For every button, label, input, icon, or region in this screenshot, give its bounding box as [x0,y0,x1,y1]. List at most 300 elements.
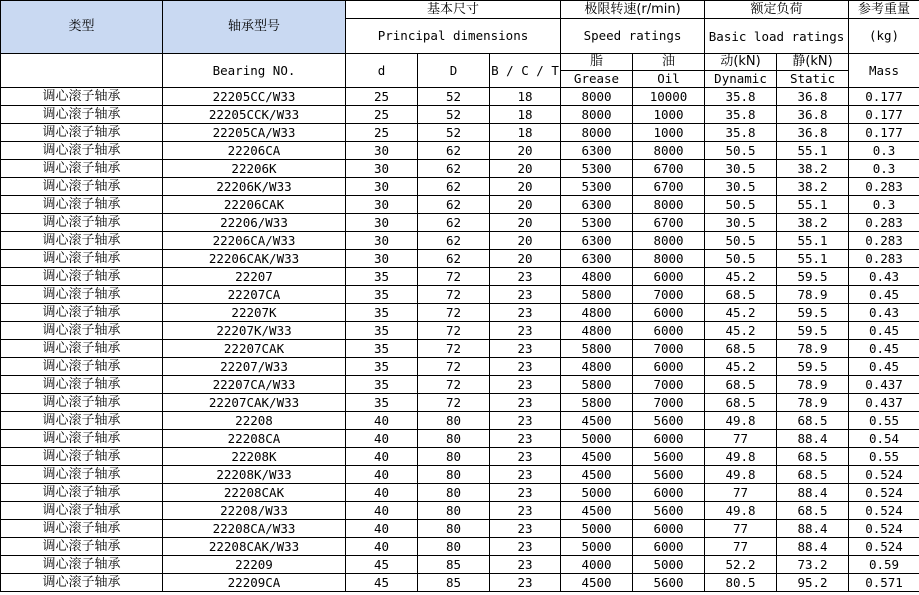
cell-mass: 0.45 [849,358,919,376]
cell-grease: 4800 [561,268,633,286]
cell-d: 30 [346,232,418,250]
col-header-bearing-no: Bearing NO. [163,54,346,88]
cell-type: 调心滚子轴承 [1,196,163,214]
col-header-basic-dims: 基本尺寸 [346,1,561,19]
table-body [1,88,919,592]
cell-mass: 0.3 [849,160,919,178]
cell-d: 45 [346,556,418,574]
col-header-model: 轴承型号 [163,1,346,54]
cell-oil: 6000 [633,304,705,322]
cell-model: 22207K/W33 [163,322,346,340]
cell-dynamic: 45.2 [705,268,777,286]
cell-D: 62 [418,142,490,160]
cell-type: 调心滚子轴承 [1,124,163,142]
cell-dynamic: 77 [705,520,777,538]
cell-mass: 0.283 [849,250,919,268]
cell-static: 95.2 [777,574,849,592]
cell-d: 35 [346,376,418,394]
cell-static: 68.5 [777,412,849,430]
cell-D: 62 [418,160,490,178]
cell-mass: 0.59 [849,556,919,574]
cell-static: 88.4 [777,430,849,448]
cell-oil: 8000 [633,142,705,160]
table-row [1,88,919,106]
table-row [1,358,919,376]
cell-model: 22208K/W33 [163,466,346,484]
cell-grease: 6300 [561,232,633,250]
cell-dynamic: 77 [705,538,777,556]
cell-grease: 4500 [561,448,633,466]
cell-d: 35 [346,358,418,376]
cell-type: 调心滚子轴承 [1,538,163,556]
col-header-mass: Mass [849,54,919,88]
cell-grease: 8000 [561,124,633,142]
cell-bct: 20 [490,232,561,250]
cell-bct: 23 [490,376,561,394]
cell-model: 22206CA/W33 [163,232,346,250]
cell-type: 调心滚子轴承 [1,376,163,394]
cell-oil: 8000 [633,196,705,214]
col-header-oil: Oil [633,71,705,88]
cell-dynamic: 45.2 [705,322,777,340]
cell-grease: 5300 [561,214,633,232]
cell-bct: 23 [490,520,561,538]
cell-D: 62 [418,196,490,214]
cell-d: 30 [346,160,418,178]
cell-d: 40 [346,520,418,538]
cell-oil: 6700 [633,214,705,232]
cell-model: 22208CA/W33 [163,520,346,538]
cell-d: 40 [346,502,418,520]
cell-dynamic: 68.5 [705,286,777,304]
cell-grease: 4000 [561,556,633,574]
cell-dynamic: 49.8 [705,502,777,520]
col-header-load: 额定负荷 [705,1,849,19]
table-row [1,556,919,574]
table-row [1,268,919,286]
col-header-D: D [418,54,490,88]
table-row [1,304,919,322]
cell-model: 22208CAK [163,484,346,502]
cell-mass: 0.437 [849,376,919,394]
cell-grease: 5000 [561,484,633,502]
cell-oil: 6000 [633,538,705,556]
cell-type: 调心滚子轴承 [1,142,163,160]
cell-oil: 8000 [633,232,705,250]
cell-bct: 20 [490,160,561,178]
cell-mass: 0.45 [849,340,919,358]
cell-D: 80 [418,538,490,556]
table-row [1,376,919,394]
cell-type: 调心滚子轴承 [1,394,163,412]
cell-bct: 23 [490,448,561,466]
cell-D: 72 [418,376,490,394]
cell-model: 22208CAK/W33 [163,538,346,556]
col-header-bct: B / C / T [490,54,561,88]
cell-model: 22207CAK [163,340,346,358]
cell-model: 22208K [163,448,346,466]
cell-type: 调心滚子轴承 [1,88,163,106]
cell-static: 78.9 [777,394,849,412]
cell-grease: 4500 [561,412,633,430]
cell-mass: 0.524 [849,484,919,502]
cell-bct: 23 [490,430,561,448]
cell-static: 36.8 [777,106,849,124]
cell-bct: 23 [490,484,561,502]
cell-dynamic: 45.2 [705,358,777,376]
cell-type: 调心滚子轴承 [1,214,163,232]
col-header-limit-speed: 极限转速(r/min) [561,1,705,19]
cell-model: 22207CA/W33 [163,376,346,394]
cell-D: 72 [418,322,490,340]
table-row [1,394,919,412]
cell-d: 35 [346,322,418,340]
col-header-ref-weight: 参考重量 [849,1,919,19]
cell-model: 22207/W33 [163,358,346,376]
cell-D: 80 [418,412,490,430]
cell-type: 调心滚子轴承 [1,304,163,322]
cell-mass: 0.177 [849,124,919,142]
cell-static: 55.1 [777,142,849,160]
cell-d: 30 [346,178,418,196]
cell-bct: 23 [490,358,561,376]
col-header-static: Static [777,71,849,88]
cell-type: 调心滚子轴承 [1,574,163,592]
cell-d: 40 [346,412,418,430]
cell-grease: 8000 [561,106,633,124]
cell-model: 22209 [163,556,346,574]
cell-type: 调心滚子轴承 [1,340,163,358]
cell-d: 30 [346,142,418,160]
cell-model: 22207 [163,268,346,286]
cell-oil: 5600 [633,412,705,430]
cell-D: 72 [418,340,490,358]
cell-bct: 23 [490,268,561,286]
table-row [1,160,919,178]
col-header-speed-ratings: Speed ratings [561,19,705,54]
cell-type: 调心滚子轴承 [1,106,163,124]
cell-D: 72 [418,394,490,412]
cell-dynamic: 30.5 [705,160,777,178]
cell-bct: 20 [490,250,561,268]
table-row [1,466,919,484]
cell-d: 45 [346,574,418,592]
table-row [1,322,919,340]
cell-grease: 4500 [561,574,633,592]
cell-grease: 4800 [561,358,633,376]
cell-model: 22206CAK/W33 [163,250,346,268]
table-row [1,286,919,304]
cell-D: 80 [418,520,490,538]
cell-dynamic: 77 [705,484,777,502]
cell-oil: 6000 [633,268,705,286]
cell-static: 59.5 [777,268,849,286]
col-header-grease: Grease [561,71,633,88]
cell-model: 22206CAK [163,196,346,214]
cell-dynamic: 35.8 [705,106,777,124]
table-row [1,448,919,466]
cell-type: 调心滚子轴承 [1,268,163,286]
cell-type: 调心滚子轴承 [1,520,163,538]
cell-D: 80 [418,448,490,466]
cell-type: 调心滚子轴承 [1,412,163,430]
cell-d: 40 [346,466,418,484]
cell-mass: 0.54 [849,430,919,448]
table-row [1,142,919,160]
cell-mass: 0.55 [849,448,919,466]
cell-grease: 4500 [561,502,633,520]
cell-mass: 0.571 [849,574,919,592]
table-row [1,574,919,592]
cell-D: 52 [418,88,490,106]
cell-type: 调心滚子轴承 [1,232,163,250]
cell-grease: 4800 [561,322,633,340]
cell-oil: 7000 [633,394,705,412]
cell-bct: 23 [490,304,561,322]
cell-D: 72 [418,286,490,304]
cell-type: 调心滚子轴承 [1,178,163,196]
table-row [1,232,919,250]
cell-oil: 6000 [633,520,705,538]
cell-oil: 10000 [633,88,705,106]
col-header-oil-cn: 油 [633,54,705,71]
cell-grease: 6300 [561,250,633,268]
cell-D: 72 [418,268,490,286]
cell-oil: 1000 [633,106,705,124]
cell-mass: 0.45 [849,322,919,340]
cell-bct: 23 [490,286,561,304]
cell-static: 59.5 [777,322,849,340]
cell-oil: 6000 [633,322,705,340]
cell-oil: 1000 [633,124,705,142]
cell-grease: 5800 [561,376,633,394]
cell-D: 85 [418,556,490,574]
cell-dynamic: 49.8 [705,412,777,430]
table-row [1,340,919,358]
cell-static: 68.5 [777,448,849,466]
cell-grease: 4500 [561,466,633,484]
cell-static: 78.9 [777,286,849,304]
cell-D: 85 [418,574,490,592]
cell-bct: 23 [490,340,561,358]
cell-mass: 0.283 [849,232,919,250]
cell-oil: 5600 [633,448,705,466]
cell-D: 72 [418,304,490,322]
cell-dynamic: 52.2 [705,556,777,574]
cell-model: 22207CAK/W33 [163,394,346,412]
cell-dynamic: 49.8 [705,448,777,466]
cell-grease: 6300 [561,142,633,160]
cell-dynamic: 50.5 [705,232,777,250]
table-row [1,178,919,196]
cell-D: 52 [418,106,490,124]
cell-D: 62 [418,250,490,268]
cell-bct: 23 [490,322,561,340]
cell-static: 68.5 [777,466,849,484]
cell-mass: 0.3 [849,142,919,160]
cell-model: 22205CA/W33 [163,124,346,142]
cell-static: 38.2 [777,178,849,196]
cell-grease: 5000 [561,538,633,556]
cell-dynamic: 50.5 [705,250,777,268]
table-row [1,106,919,124]
cell-d: 40 [346,538,418,556]
cell-dynamic: 80.5 [705,574,777,592]
cell-d: 40 [346,448,418,466]
cell-d: 30 [346,214,418,232]
cell-bct: 23 [490,466,561,484]
cell-D: 72 [418,358,490,376]
col-header-type: 类型 [1,1,163,54]
cell-mass: 0.177 [849,88,919,106]
cell-bct: 18 [490,88,561,106]
cell-d: 35 [346,286,418,304]
table-row [1,196,919,214]
cell-static: 88.4 [777,538,849,556]
cell-d: 30 [346,196,418,214]
table-header [1,1,919,88]
cell-type: 调心滚子轴承 [1,448,163,466]
cell-type: 调心滚子轴承 [1,322,163,340]
cell-static: 59.5 [777,358,849,376]
cell-bct: 23 [490,538,561,556]
cell-dynamic: 35.8 [705,88,777,106]
cell-static: 78.9 [777,376,849,394]
table-row [1,214,919,232]
cell-model: 22206CA [163,142,346,160]
cell-mass: 0.437 [849,394,919,412]
cell-dynamic: 50.5 [705,142,777,160]
cell-type: 调心滚子轴承 [1,358,163,376]
cell-bct: 18 [490,124,561,142]
cell-model: 22206K [163,160,346,178]
cell-static: 88.4 [777,484,849,502]
cell-dynamic: 68.5 [705,376,777,394]
cell-type: 调心滚子轴承 [1,160,163,178]
cell-d: 35 [346,394,418,412]
cell-dynamic: 49.8 [705,466,777,484]
col-header-principal-dims: Principal dimensions [346,19,561,54]
cell-grease: 4800 [561,304,633,322]
cell-mass: 0.524 [849,538,919,556]
cell-bct: 23 [490,556,561,574]
cell-d: 30 [346,250,418,268]
cell-model: 22208 [163,412,346,430]
cell-dynamic: 50.5 [705,196,777,214]
cell-oil: 7000 [633,340,705,358]
cell-dynamic: 30.5 [705,214,777,232]
cell-static: 68.5 [777,502,849,520]
cell-mass: 0.43 [849,304,919,322]
cell-d: 35 [346,340,418,358]
cell-oil: 5600 [633,466,705,484]
cell-oil: 6700 [633,178,705,196]
cell-bct: 23 [490,574,561,592]
cell-mass: 0.524 [849,502,919,520]
cell-dynamic: 77 [705,430,777,448]
cell-model: 22208/W33 [163,502,346,520]
cell-type: 调心滚子轴承 [1,430,163,448]
cell-grease: 5000 [561,520,633,538]
cell-oil: 6700 [633,160,705,178]
cell-grease: 8000 [561,88,633,106]
cell-D: 80 [418,430,490,448]
cell-d: 35 [346,268,418,286]
cell-static: 36.8 [777,88,849,106]
cell-bct: 23 [490,502,561,520]
cell-static: 38.2 [777,160,849,178]
cell-bct: 23 [490,394,561,412]
cell-mass: 0.45 [849,286,919,304]
cell-D: 80 [418,466,490,484]
table-row [1,502,919,520]
cell-static: 55.1 [777,250,849,268]
cell-oil: 7000 [633,286,705,304]
cell-mass: 0.177 [849,106,919,124]
cell-d: 40 [346,484,418,502]
cell-D: 62 [418,232,490,250]
cell-d: 25 [346,106,418,124]
cell-model: 22205CCK/W33 [163,106,346,124]
cell-type: 调心滚子轴承 [1,466,163,484]
cell-static: 88.4 [777,520,849,538]
cell-oil: 5600 [633,502,705,520]
cell-mass: 0.43 [849,268,919,286]
table-row [1,412,919,430]
cell-oil: 6000 [633,358,705,376]
cell-mass: 0.3 [849,196,919,214]
cell-D: 52 [418,124,490,142]
cell-grease: 5800 [561,286,633,304]
cell-mass: 0.524 [849,466,919,484]
col-header-dynamic: Dynamic [705,71,777,88]
cell-oil: 8000 [633,250,705,268]
cell-grease: 6300 [561,196,633,214]
cell-static: 36.8 [777,124,849,142]
cell-type: 调心滚子轴承 [1,556,163,574]
cell-oil: 6000 [633,430,705,448]
col-header-d: d [346,54,418,88]
cell-model: 22207CA [163,286,346,304]
col-header-static-cn: 静(kN) [777,54,849,71]
cell-model: 22206K/W33 [163,178,346,196]
cell-mass: 0.283 [849,178,919,196]
table-row [1,520,919,538]
cell-d: 25 [346,124,418,142]
cell-bct: 23 [490,412,561,430]
cell-D: 62 [418,178,490,196]
cell-static: 55.1 [777,196,849,214]
cell-type: 调心滚子轴承 [1,286,163,304]
cell-dynamic: 68.5 [705,394,777,412]
cell-static: 73.2 [777,556,849,574]
cell-grease: 5000 [561,430,633,448]
cell-d: 35 [346,304,418,322]
cell-bct: 20 [490,214,561,232]
cell-mass: 0.524 [849,520,919,538]
cell-type: 调心滚子轴承 [1,502,163,520]
cell-dynamic: 35.8 [705,124,777,142]
col-header-basic-load: Basic load ratings [705,19,849,54]
cell-D: 80 [418,484,490,502]
cell-grease: 5800 [561,394,633,412]
cell-bct: 20 [490,142,561,160]
col-header-dynamic-cn: 动(kN) [705,54,777,71]
cell-dynamic: 30.5 [705,178,777,196]
table-row [1,484,919,502]
cell-mass: 0.55 [849,412,919,430]
table-row [1,124,919,142]
